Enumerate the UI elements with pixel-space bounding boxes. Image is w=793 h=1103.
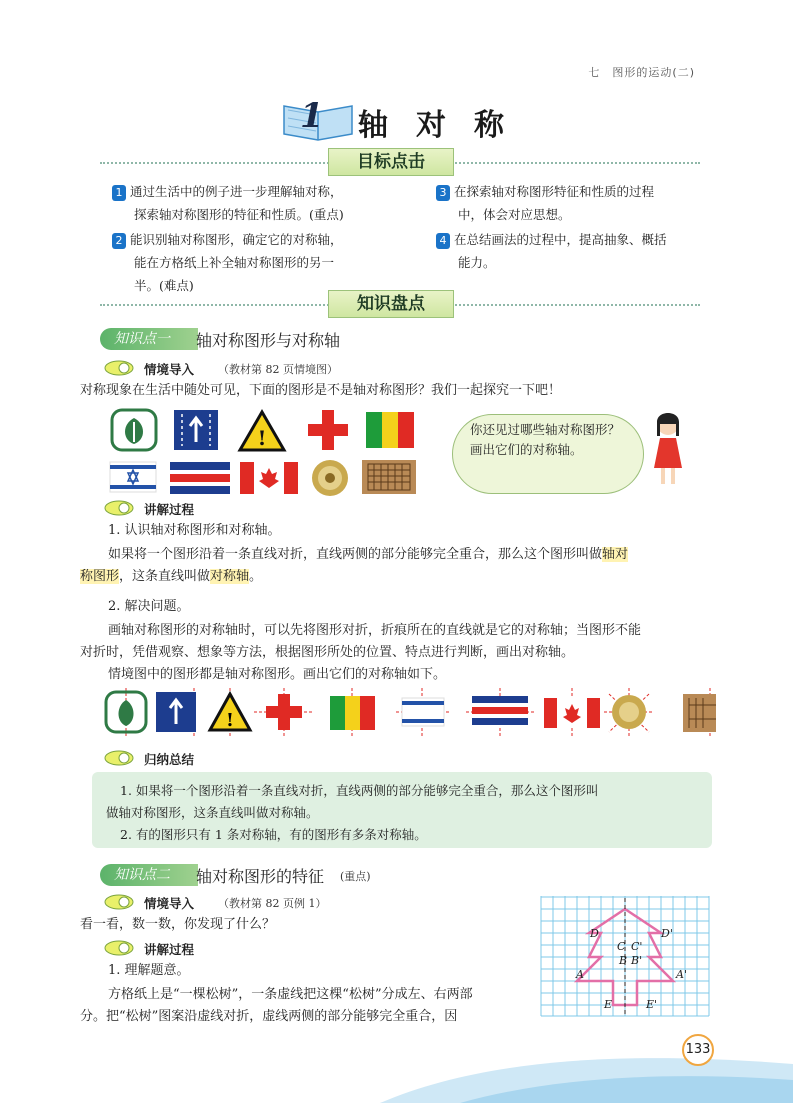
kp1-tag: 知识点一 — [100, 328, 198, 350]
svg-text:!: ! — [226, 710, 234, 731]
bullet-icon — [104, 894, 134, 910]
goal-1: 1 通过生活中的例子进一步理解轴对称， 探索轴对称图形的特征和性质。(重点) — [112, 180, 402, 226]
logo-leaf-icon — [112, 410, 156, 450]
kp2-title: 轴对称图形的特征 — [196, 867, 325, 886]
kp1-explain-label: 讲解过程 — [144, 502, 195, 517]
kp2-tag: 知识点二 — [100, 864, 198, 886]
mali-flag-icon — [366, 412, 414, 448]
kp1-definition: 如果将一个图形沿着一条直线对折，直线两侧的部分能够完全重合，那么这个图形叫做轴对 称图形，这条直线叫做对称轴。 — [80, 547, 629, 584]
knowledge-banner: 知识盘点 — [328, 290, 454, 318]
kp1-title: 轴对称图形与对称轴 — [196, 331, 341, 350]
pine-tree-grid — [540, 896, 720, 1018]
bullet-icon — [104, 500, 134, 516]
striped-flag-icon — [170, 462, 230, 494]
ornament-icon — [312, 460, 348, 496]
summary-text: 1. 如果将一个图形沿着一条直线对折，直线两侧的部分能够完全重合，那么这个图形叫 做轴对称图形，这条直线叫做对称轴。 2. 有的图形只有 1 条对称轴，有的图形有多条对称轴。 — [106, 783, 599, 842]
israel-flag-icon — [110, 462, 156, 492]
page-number: 133 — [682, 1034, 714, 1066]
bullet-icon — [104, 360, 134, 376]
label-A-prime: A' — [676, 968, 687, 981]
label-E-prime: E' — [646, 998, 658, 1011]
label-D: D — [590, 927, 599, 940]
kp1-step1: 1. 认识轴对称图形和对称轴。 — [108, 523, 281, 538]
girl-illustration — [648, 410, 688, 490]
kp1-step2: 2. 解决问题。 — [108, 599, 190, 614]
bubble-text: 你还见过哪些轴对称图形？画出它们的对称轴。 — [470, 422, 621, 457]
figures-with-axes — [104, 688, 716, 738]
kp2-step1: 1. 理解题意。 — [108, 963, 190, 978]
svg-text:!: ! — [257, 426, 267, 450]
bullet-icon — [104, 940, 134, 956]
label-B-prime: B' — [631, 954, 643, 967]
kp2-explain-label: 讲解过程 — [144, 942, 195, 957]
canada-flag-icon — [240, 462, 298, 494]
wave-decoration — [0, 1020, 793, 1103]
kp2-paragraph: 方格纸上是“一棵松树”，一条虚线把这棵“松树”分成左、右两部 分。把“松树”图案沿虚线对折，虚线两侧的部分能够完全重合，因 — [80, 987, 473, 1024]
label-A: A — [576, 968, 584, 981]
label-C-prime: C' — [631, 940, 643, 953]
lesson-title: 轴对称 — [358, 108, 532, 143]
goal-3: 3 在探索轴对称图形特征和性质的过程 中，体会对应思想。 — [436, 180, 726, 226]
label-E: E — [604, 998, 613, 1011]
goals-banner: 目标点击 — [328, 148, 454, 176]
red-cross-icon — [308, 410, 348, 450]
kp1-answer-intro: 情境图中的图形都是轴对称图形。画出它们的对称轴如下。 — [108, 667, 447, 682]
lesson-number: 1 — [300, 96, 324, 136]
road-sign-icon — [174, 410, 218, 450]
kp1-intro-note: （教材第 82 页情境图） — [218, 363, 338, 376]
kp2-intro-label: 情境导入 — [144, 896, 195, 911]
kp2-title-note: (重点) — [340, 870, 371, 883]
kp1-method: 画轴对称图形的对称轴时，可以先将图形对折，折痕所在的直线就是它的对称轴；当图形不能 对折时，凭借观察、想象等方法，根据图形所处的位置、特点进行判断，画出对称轴。 — [80, 623, 642, 660]
scene-figures — [108, 406, 428, 496]
kp2-intro-text: 看一看，数一数，你发现了什么？ — [80, 917, 276, 932]
kp2-intro-note: （教材第 82 页例 1） — [218, 897, 327, 910]
chapter-header: 七 图形的运动(二) — [588, 66, 695, 79]
label-D-prime: D' — [661, 927, 673, 940]
window-lattice-icon — [362, 460, 416, 494]
goal-4: 4 在总结画法的过程中，提高抽象、概括 能力。 — [436, 228, 726, 274]
label-C: C — [617, 940, 626, 953]
kp1-summary-label: 归纳总结 — [144, 752, 195, 767]
kp1-intro-label: 情境导入 — [144, 362, 195, 377]
label-B: B — [619, 954, 628, 967]
warning-sign-icon — [240, 412, 284, 450]
kp1-intro-text: 对称现象在生活中随处可见，下面的图形是不是轴对称图形？我们一起探究一下吧！ — [80, 383, 562, 398]
bullet-icon — [104, 750, 134, 766]
goal-2: 2 能识别轴对称图形，确定它的对称轴， 能在方格纸上补全轴对称图形的另一 半。(难点) — [112, 228, 402, 297]
